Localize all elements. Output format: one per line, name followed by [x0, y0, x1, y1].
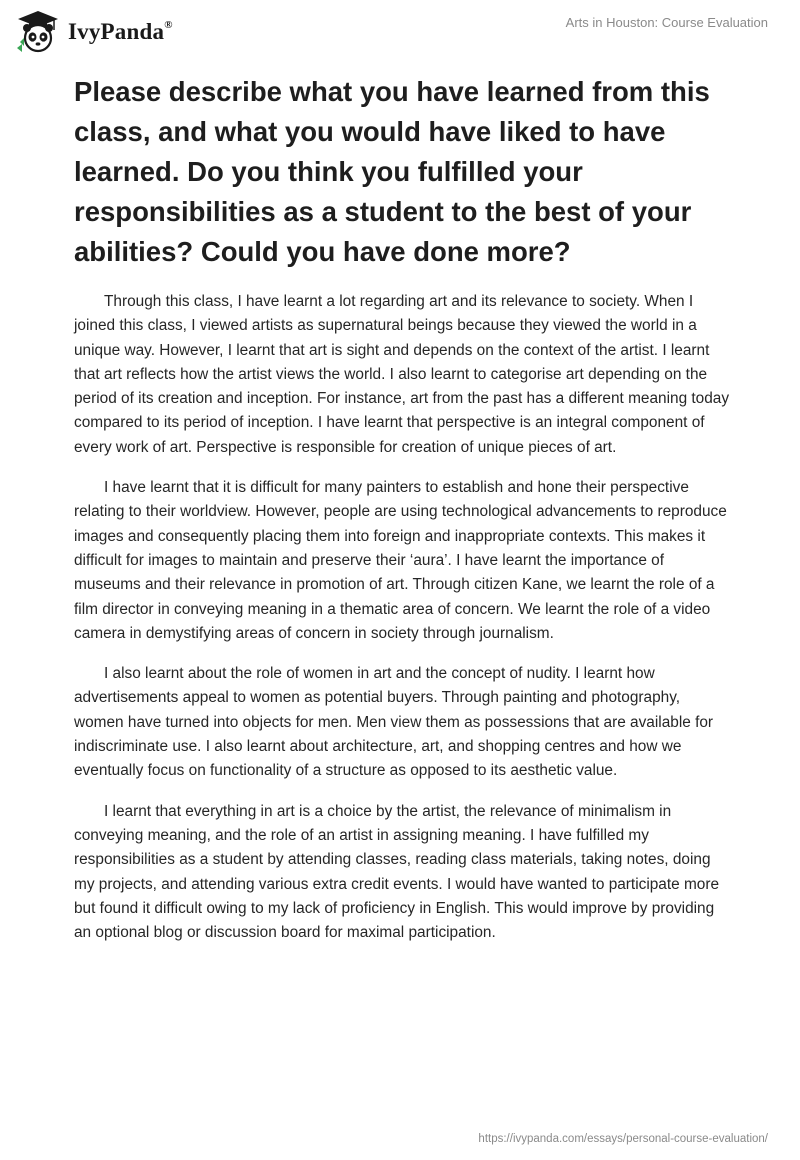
- brand-logo[interactable]: [14, 8, 173, 56]
- brand-name: [68, 19, 173, 45]
- brand-name-text: IvyPanda: [68, 19, 165, 44]
- source-url-link[interactable]: https://ivypanda.com/essays/personal-course-evaluation/: [478, 1133, 768, 1145]
- essay-title: Please describe what you have learned from this class, and what you would have liked to have learned. Do you think you fulfilled your responsibilities as a student to the best of your abilities? Could you have done more?: [74, 76, 710, 267]
- essay-body: [74, 290, 730, 961]
- document-title: Arts in Houston: Course Evaluation: [565, 15, 768, 30]
- panda-logo-icon: [14, 8, 62, 56]
- essay-paragraph-3: I also learnt about the role of women in art and the concept of nudity. I learnt how advertisements appeal to women as potential buyers. Through painting and photography, women have turned into objects for men. Men view them as possessions that are available for indiscriminate use. I also learnt about architecture, art, and shopping centres and how we eventually focus on functionality of a structure as opposed to its aesthetic value.: [74, 665, 714, 780]
- essay-paragraph-2: I have learnt that it is difficult for many painters to establish and hone their perspective relating to their worldview. However, people are using technological advancements to reproduce images and consequently placing them into foreign and inappropriate contexts. This makes it difficult for images to maintain and preserve their ‘aura’. I have learnt the importance of museums and their relevance in promotion of art. Through citizen Kane, we learnt the role of a film director in conveying meaning in a thematic area of concern. We learnt the role of a video camera in demystifying areas of concern in society through journalism.: [74, 479, 727, 642]
- essay-paragraph-4: I learnt that everything in art is a choice by the artist, the relevance of minimalism in conveying meaning, and the role of an artist in assigning meaning. I have fulfilled my responsibilities as a student by attending classes, reading class materials, taking notes, doing my projects, and attending various extra credit events. I would have wanted to participate more but found it difficult owing to my lack of proficiency in English. This would improve by providing an optional blog or discussion board for maximal participation.: [74, 802, 720, 942]
- page-header: [0, 0, 800, 60]
- registered-mark: ®: [164, 19, 173, 32]
- essay-paragraph-1: Through this class, I have learnt a lot regarding art and its relevance to society. When I joined this class, I viewed artists as supernatural beings because they viewed the world in a unique way. However, I learnt that art is sight and depends on the context of the artist. I learnt that art reflects how the artist views the world. I also learnt to categorise art depending on the period of its creation and inception. For instance, art from the past has a different meaning today compared to its period of inception. I have learnt that perspective is an integral component of every work of art. Perspective is responsible for creation of unique pieces of art.: [74, 293, 730, 456]
